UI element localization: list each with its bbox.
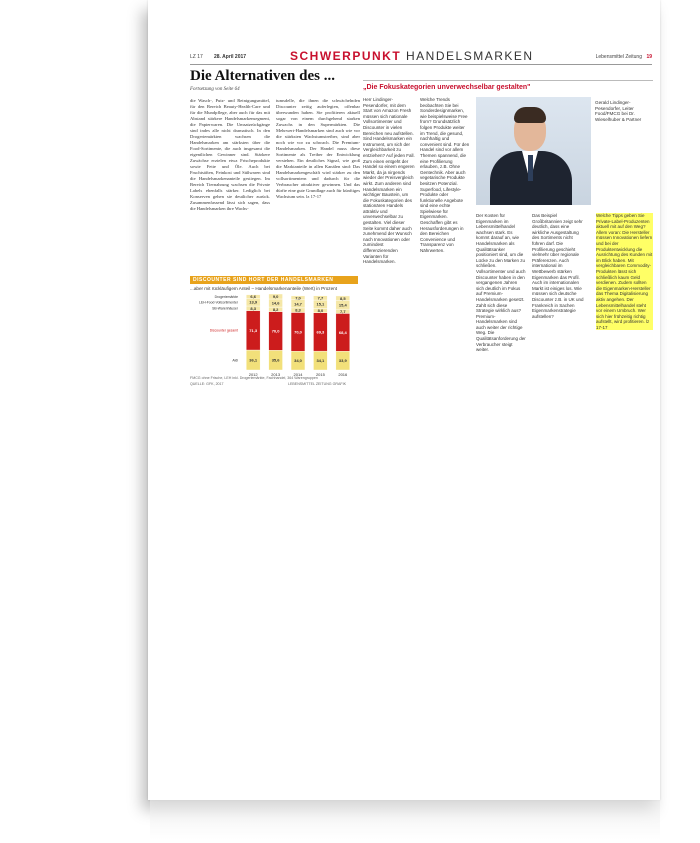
data-label-2016-1: 68,4 <box>338 329 347 335</box>
page-number-right: 19 <box>646 54 652 60</box>
data-label-2015-4: 7,7 <box>317 295 324 301</box>
data-label-2013-3: 14,6 <box>271 300 280 306</box>
x-tick-2016: 2016 <box>338 372 348 377</box>
data-label-2014-0: 34,0 <box>294 358 302 364</box>
chart-title: DISCOUNTER SIND HORT DER HANDELSMARKEN <box>190 276 358 284</box>
x-tick-2012: 2012 <box>248 372 258 377</box>
data-label-2013-2: 8,2 <box>272 306 279 312</box>
article-column-1: die Wasch-, Putz- und Reinigungsmittel, für den Bereich Beauty-Health-Care und für die Mundpflege, aber auch für das mit Abstand stärkere Handelsmarkensegment, die Papierwaren. Die Umsatzrückgänge sind indes alle nicht dramatisch. In den Drogeriemärkten wachsen die Handelsmarken am stärksten über die Food-Sortimente, die auch insgesamt die eigentlichen Gewinner sind. Stärkere Zuwächse erzielen etwa Frischeprodukte sowie Fette und Öle. Auch bei Fruchtsäften, Feinkost und Süßwaren sind die Handelsmarkenanteile gestiegen. Im Bereich Tiernahrung wachsen die Private Labels ebenfalls stärker. Lediglich bei Konserven gehen sie deutlicher zurück. Zusammenfassend lässt sich sagen, dass die Handelsmarken ihre Wachs- <box>190 98 270 211</box>
data-label-2012-0: 36,1 <box>249 357 258 363</box>
data-label-2013-4: 9,0 <box>272 293 279 299</box>
interview-column-1: Herr Lindinger-Pesendorfer, mit dem Start von Amazon Fresh müssen sich nationale Vollsortimenter und Discounter in vielen Bereichen neu aufstellen. Sind Handelsmarken ein Instrument, um sich der Vergleichbarkeit zu entziehen? Auf jeden Fall. Zum einen entgeht der Handel so einem engeren Markt, da ja nirgends wieder der Preisvergleich wirkt. Zum anderen sind Handelsmarken ein wichtiger Baustein, um die Fokuskategorien des stationären Handels attraktiv und unverwechselbar zu gestalten. Viel dieser Seite kommt daher auch zunehmend der Wunsch nach Innovationen oder zumindest differenzierenden Varianten für Handelsmarken. <box>363 97 415 265</box>
data-label-2016-0: 33,9 <box>338 358 347 364</box>
chart-subtitle: ...aber mit rückläufigem Anteil – Handelsmarkenanteile (Wert) in Prozent <box>190 286 337 291</box>
data-label-2016-3: 15,4 <box>338 302 347 308</box>
page-number-left: LZ 17 <box>190 54 203 60</box>
data-label-2015-1: 69,3 <box>316 329 325 335</box>
chart-footnote: FMCG ohne Frische, LEH inkl. Drogeriemärkte, Fachhandel, 364 Warengruppen <box>190 376 318 380</box>
data-label-2014-2: 8,3 <box>295 307 301 313</box>
data-label-2016-2: 7,7 <box>340 308 346 314</box>
interview-column-2: Welche Trends beobachten Sie bei Sonderdesignmarken, wie beispielsweise Free from? Grundsätzlich folgen Produkte weiter im Trend, die gesund, nachhaltig und convenient sind. Für den Handel sind vor allem Themen spannend, die eine Profilierung erlauben, z.B. Ohne Gentechnik. Aber auch vegetarische Produkte besitzen Potenzial. Superfood, Lifestyle-Produkte oder funktionelle Angebote sind eine echte Spielwiese für Eigenmarken. Geschaffen gibt es Herausforderungen in den Bereichen Convenience und Transparenz von Nährwerten. <box>420 97 470 254</box>
kicker-primary: SCHWERPUNKT <box>290 49 402 63</box>
x-tick-2013: 2013 <box>271 372 281 377</box>
interview-column-4: Das Beispiel Großbritannien zeigt sehr deutlich, dass eine wirkliche Ausgestaltung des Sortiments nicht führen darf. Die Profilierung geschieht vielmehr über regionale Präferenzen. Auch international im Wettbewerb stärken Eigenmarken das Profil. Auch im internationalen Markt ist einiges los. Wie müssen sich deutsche Discounter z.B. in UK und Frankreich in Sachen Eigenmarkenstrategie aufstellen? <box>532 213 584 319</box>
document-page <box>148 0 660 800</box>
section-kicker <box>290 49 534 63</box>
page-header <box>190 50 652 64</box>
article-column-2: tumsdelle, die ihnen die schwächelnden Discounter zeitig auferlegten, offenbar überwunden haben. Sie profitieren aktuell sogar von einem durchgehend starken Zuwachs in den Supermärkten. Die Mehrwert-Handelsmarken sind auch wie vor die stärksten Wachstumstreiber, sind aber noch wie vor zu schwach. Die Premium-Handelsmarken. Der Handel muss diese Sortimente als Treiber der Entwicklung verstehen. Ein deutliches Signal, wie groß die Marktanteile in allen Kanälen sind: Das Handelsmarkengeschäft wird stärker zu den vollsortimentern und dadurch für die Verbraucher attraktiver gewinnen. Und das dürfte eine gute Grundlage auch für künftiges Wachstum sein. lz 17-17 <box>276 98 360 199</box>
page-reflection <box>150 800 660 840</box>
chart-source-code: QUELLE: GFK, 2017 <box>190 382 224 386</box>
series-label-1: Discounter gesamt <box>209 328 238 333</box>
kicker-secondary: HANDELSMARKEN <box>406 49 534 63</box>
article-continued: Fortsetzung von Seite 64 <box>190 87 240 92</box>
header-rule <box>190 64 652 65</box>
series-label-2: SB-Warenhäuser <box>212 306 238 311</box>
x-tick-2015: 2015 <box>315 372 325 377</box>
interview-title: „Die Fokuskategorien unverwechselbar gestalten" <box>363 80 653 91</box>
data-label-2013-0: 35,6 <box>271 357 280 363</box>
highlighted-interview-text: Welche Tipps geben Sie Private-Label-Produzenten aktuell mit auf den Weg? Allem voran: Die Hersteller müssen Innovationen liefern und bei der Produktentwicklung die Ausrichtung des Kunden mit im Blick haben. Mit vergleichbaren Commodity-Produkten lässt sich schließlich kaum Geld verdienen. Zudem sollten die Eigenmarken-Hersteller das Thema Digitalisierung aktiv angehen. Der Lebensmittelhandel steht vor einem Umbruch. Wer sich hier frühzeitig richtig aufstellt, wird profitieren. lz 17-17 <box>596 213 653 330</box>
data-label-2012-4: 6,6 <box>250 293 256 299</box>
series-label-3: LEH-Food-Vollsortimenter <box>198 300 238 305</box>
data-label-2012-1: 71,3 <box>249 327 258 333</box>
data-label-2014-1: 70,0 <box>294 329 302 335</box>
data-label-2012-2: 8,3 <box>250 305 256 311</box>
interview-column-3: Der Kosten für Eigenmarken im Lebensmittelhandel wachsen stark. Es kommt darauf an, wie Handelsmarken als Qualitätsanker positioniert sind, um die Lücke zu den Marken zu schließen. Vollsortimenter und auch Discounter haben in den vergangenen Jahren sich deutlich im Fokus auf Premium-Handelsmarken gesetzt. Zahlt sich diese Strategie wirklich aus? Premium-Handelsmarken sind auch weiter der richtige Weg. Die Qualitätsanforderung der Verbraucher steigt weiter. <box>476 213 526 353</box>
series-label-4: Drogeriemärkte <box>214 294 238 299</box>
portrait-photo <box>476 97 591 205</box>
series-label-0: Aldi <box>232 358 238 363</box>
data-label-2016-4: 8,5 <box>340 295 346 301</box>
data-label-2015-3: 15,1 <box>316 301 325 307</box>
data-label-2013-1: 70,0 <box>271 328 280 334</box>
data-label-2014-3: 14,7 <box>294 301 302 307</box>
portrait-caption: Gerald Lindinger-Pesendorfer, Leiter Food/FMCG bei Dr. Wieselhuber & Partner <box>595 100 642 122</box>
publication-name: Lebensmittel Zeitung <box>595 54 642 60</box>
chart-source: LEBENSMITTEL ZEITUNG GRAFIK <box>288 382 346 386</box>
data-label-2015-2: 8,0 <box>317 308 324 314</box>
issue-date: 28. April 2017 <box>214 54 247 60</box>
data-label-2015-0: 34,1 <box>316 358 325 364</box>
x-tick-2014: 2014 <box>293 372 303 377</box>
chart-plot <box>190 292 358 378</box>
article-title: Die Alternativen des ... <box>190 68 335 84</box>
data-label-2014-4: 7,0 <box>295 295 301 301</box>
data-label-2012-3: 13,9 <box>249 299 258 305</box>
stacked-bar-chart <box>190 276 358 386</box>
